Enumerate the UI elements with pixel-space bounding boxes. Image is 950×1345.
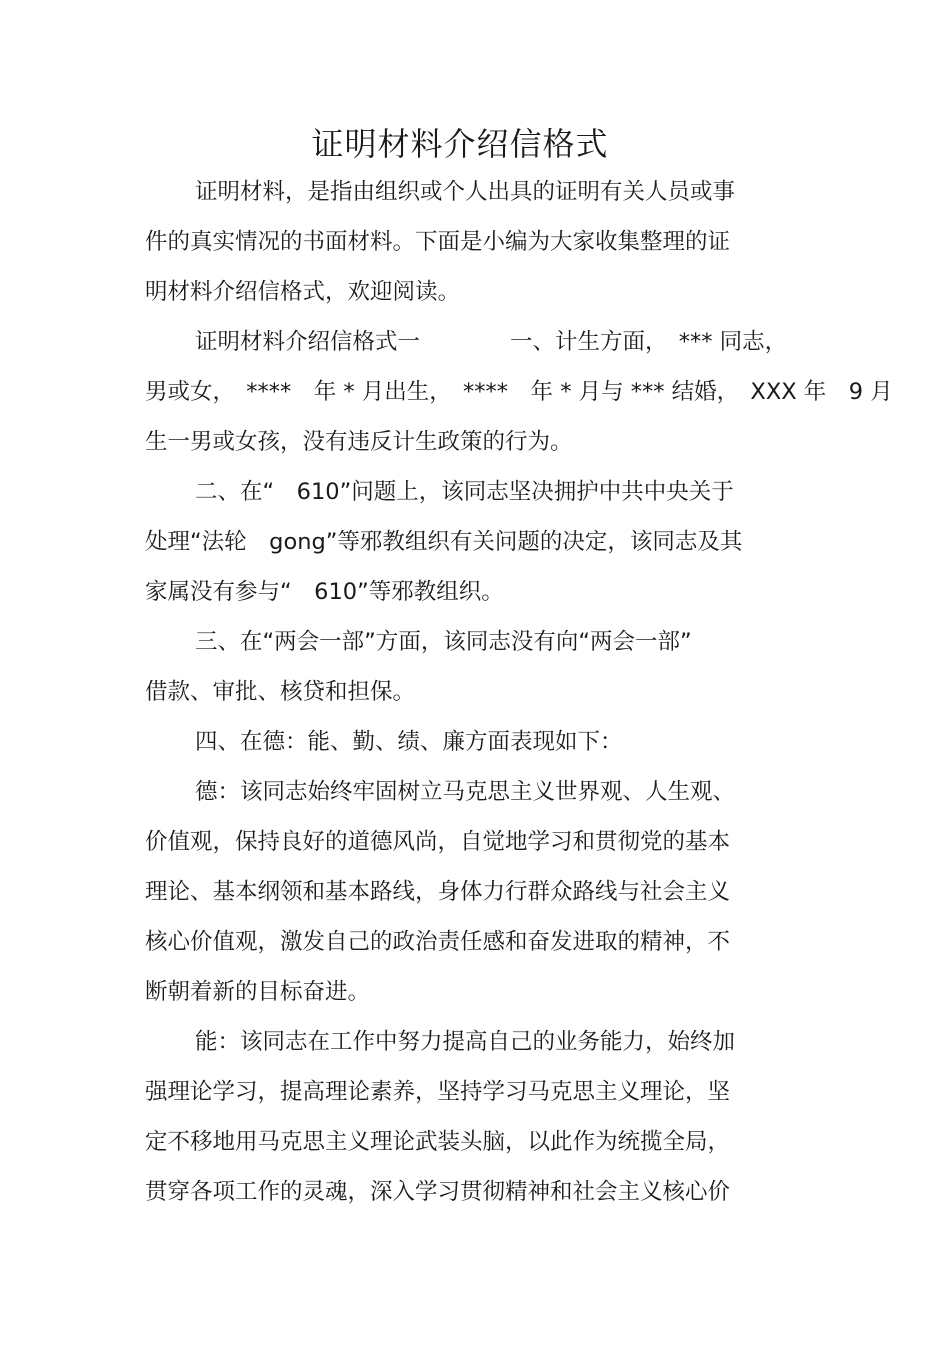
paragraph-line: 家属没有参与“ 610”等邪教组织。 bbox=[145, 579, 504, 605]
paragraph-line: 四、在德：能、勤、绩、廉方面表现如下： bbox=[195, 729, 623, 755]
document-title: 证明材料介绍信格式 bbox=[311, 125, 609, 163]
paragraph-line: 男或女， **** 年 * 月出生， **** 年 * 月与 *** 结婚， XXX 年 9 月 bbox=[145, 379, 893, 405]
paragraph-line: 件的真实情况的书面材料。下面是小编为大家收集整理的证 bbox=[145, 229, 731, 255]
paragraph-line: 价值观，保持良好的道德风尚，自觉地学习和贯彻党的基本 bbox=[145, 829, 731, 855]
paragraph-line: 强理论学习，提高理论素养，坚持学习马克思主义理论，坚 bbox=[145, 1079, 731, 1105]
paragraph-line: 定不移地用马克思主义理论武装头脑，以此作为统揽全局， bbox=[145, 1129, 731, 1155]
paragraph-line: 理论、基本纲领和基本路线，身体力行群众路线与社会主义 bbox=[145, 879, 731, 905]
paragraph-line: 三、在“两会一部”方面，该同志没有向“两会一部” bbox=[195, 629, 692, 655]
paragraph-line: 证明材料，是指由组织或个人出具的证明有关人员或事 bbox=[195, 179, 736, 205]
paragraph-line: 断朝着新的目标奋进。 bbox=[145, 979, 371, 1005]
paragraph-line: 贯穿各项工作的灵魂，深入学习贯彻精神和社会主义核心价 bbox=[145, 1179, 731, 1205]
paragraph-line: 能：该同志在工作中努力提高自己的业务能力，始终加 bbox=[195, 1029, 736, 1055]
paragraph-line: 证明材料介绍信格式一 一、计生方面， *** 同志， bbox=[195, 329, 788, 355]
paragraph-line: 生一男或女孩，没有违反计生政策的行为。 bbox=[145, 429, 573, 455]
paragraph-line: 核心价值观，激发自己的政治责任感和奋发进取的精神，不 bbox=[145, 929, 731, 955]
paragraph-line: 明材料介绍信格式，欢迎阅读。 bbox=[145, 279, 461, 305]
paragraph-line: 德：该同志始终牢固树立马克思主义世界观、人生观、 bbox=[195, 779, 736, 805]
paragraph-line: 借款、审批、核贷和担保。 bbox=[145, 679, 416, 705]
paragraph-line: 处理“法轮 gong”等邪教组织有关问题的决定，该同志及其 bbox=[145, 529, 743, 555]
paragraph-line: 二、在“ 610”问题上，该同志坚决拥护中共中央关于 bbox=[195, 479, 734, 505]
